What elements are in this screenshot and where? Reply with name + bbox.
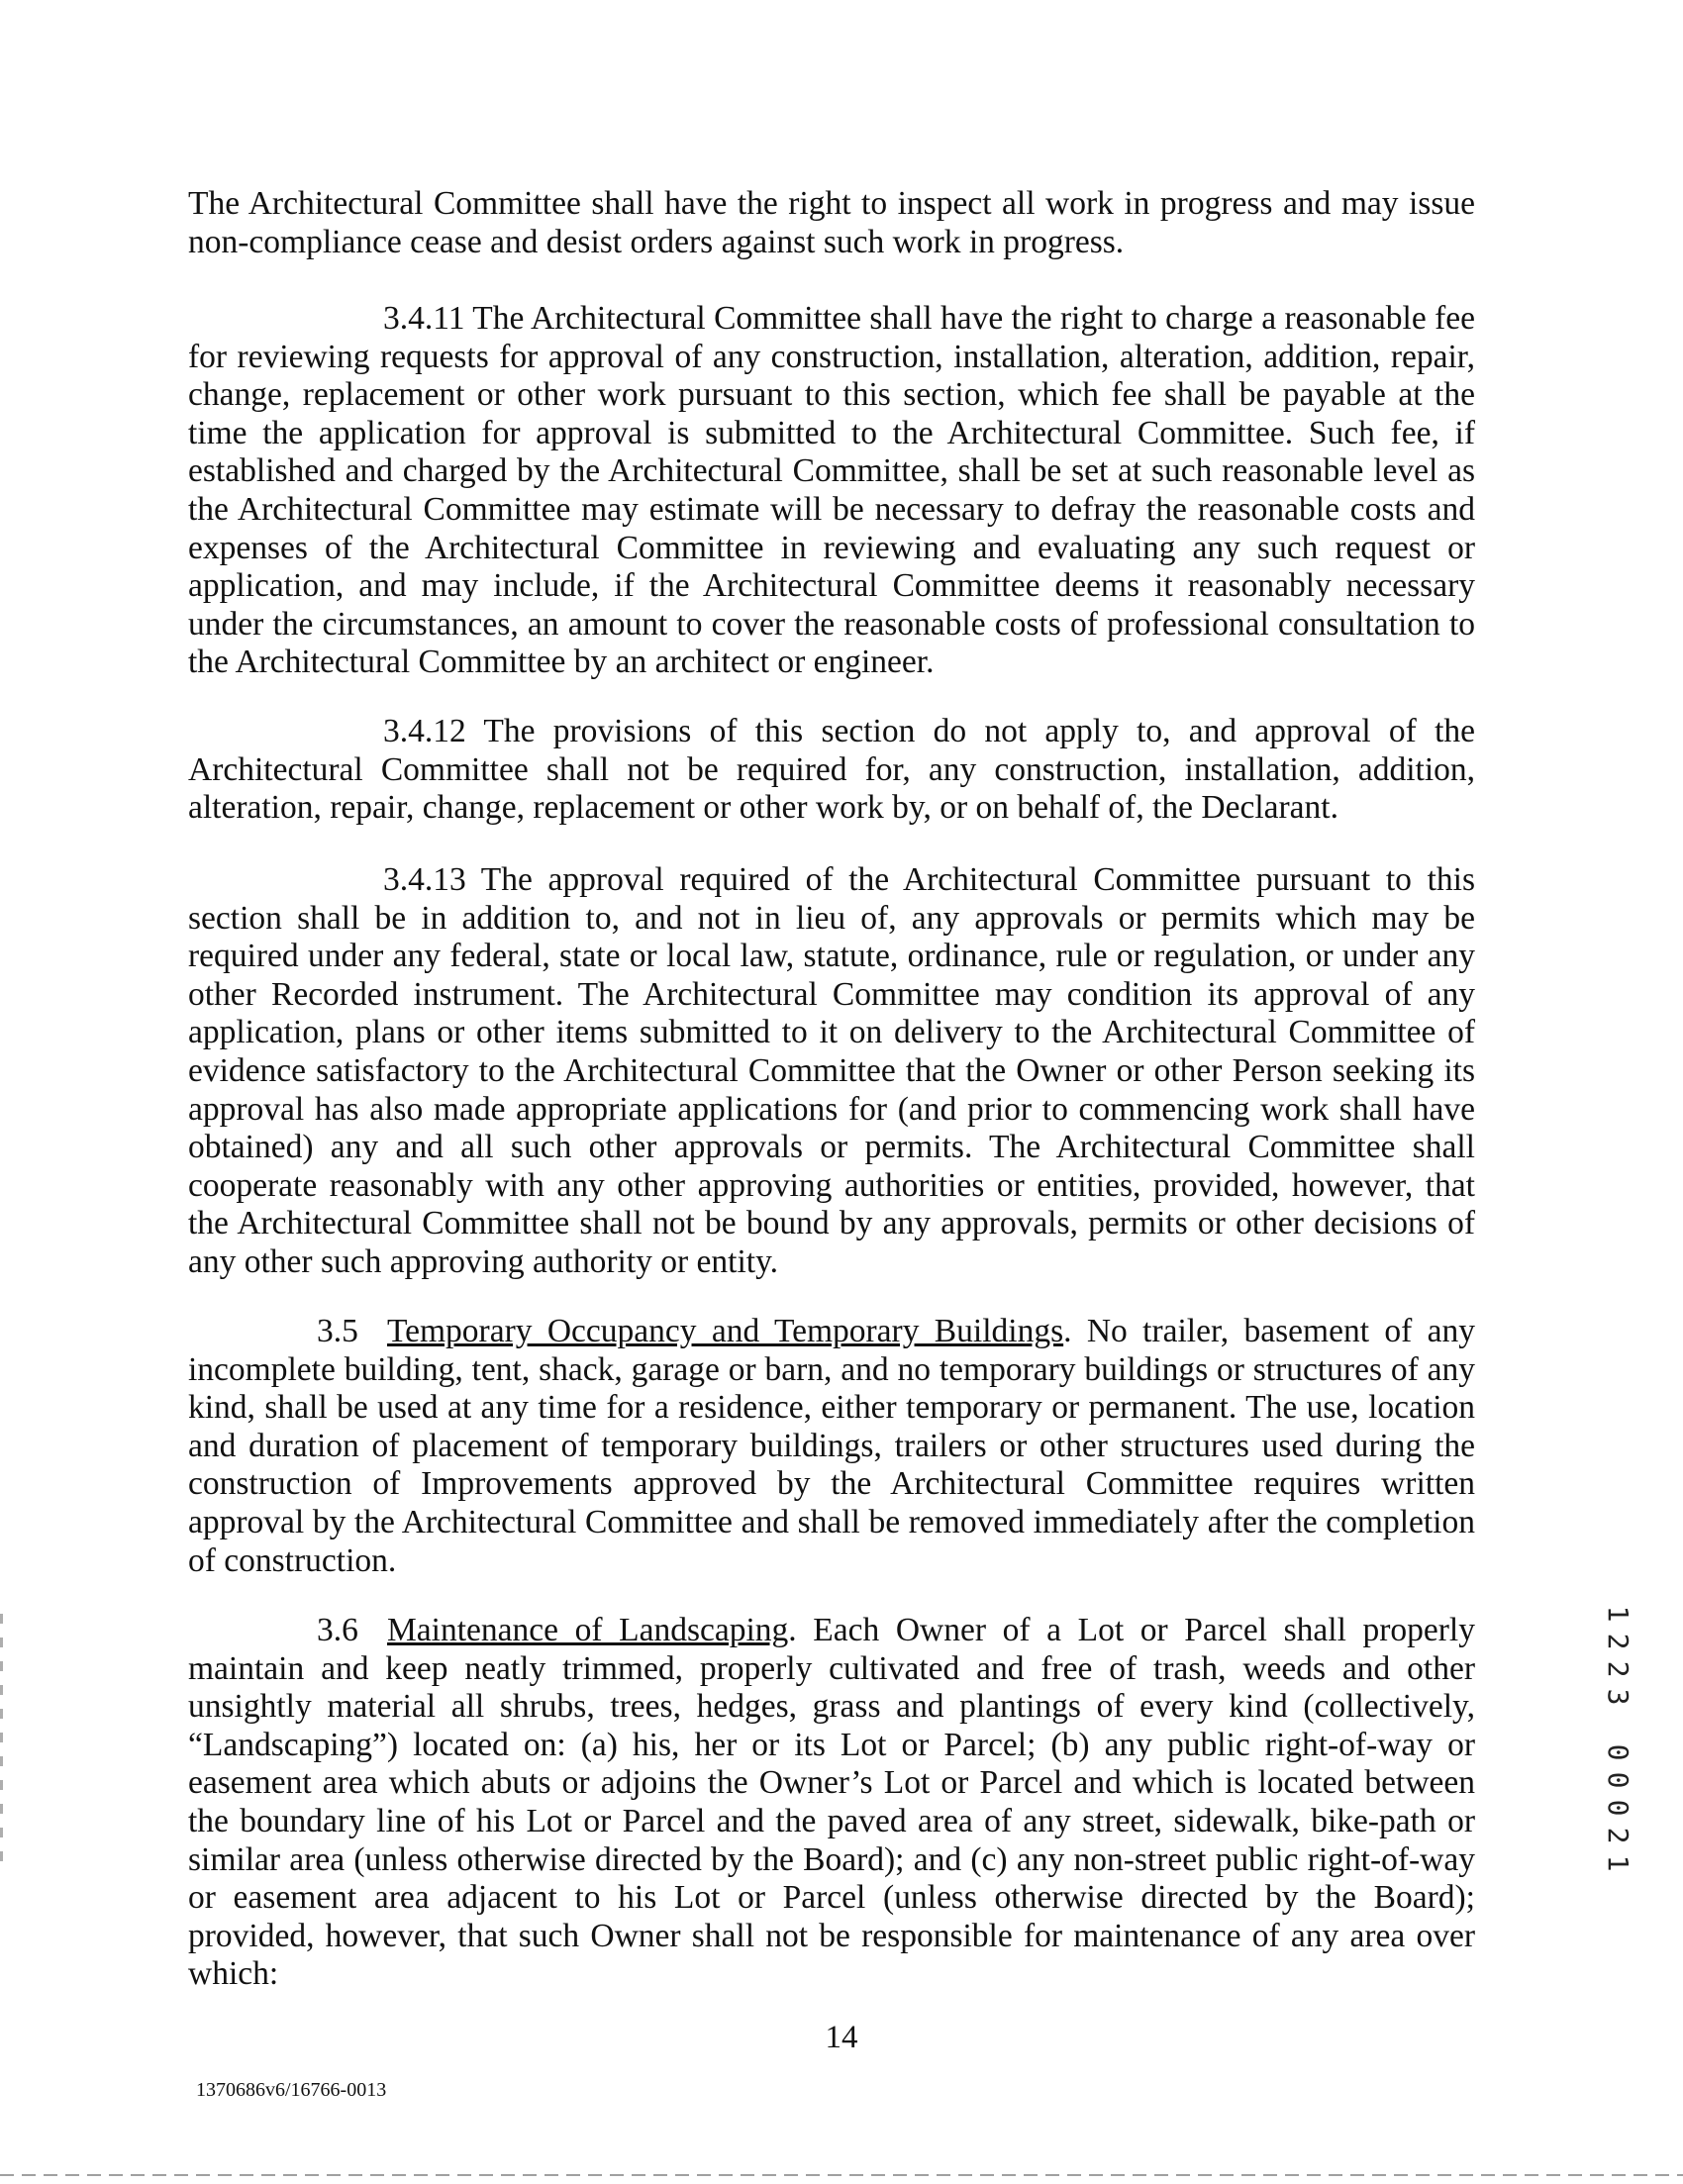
recording-digit: 0 xyxy=(1602,1799,1634,1817)
section-number: 3.5 xyxy=(317,1313,358,1349)
scan-edge-mark xyxy=(0,1614,3,1871)
section-text: . Each Owner of a Lot or Parcel shall properly maintain and keep neatly trimmed, properly cultivated and free of trash, weeds and other unsightly material all shrubs, trees, hedges, grass and plantings of every kind (collectively, “Landscaping”) located on: (a) his, her or its Lot or Parcel; (b) any public right-of-way or easement area which abuts or adjoins the Owner’s Lot or Parcel and which is located between the boundary line of his Lot or Parcel and the paved area of any street, sidewalk, bike-path or similar area (unless otherwise directed by the Board); and (c) any non-street public right-of-way or easement area adjacent to his Lot or Parcel (unless otherwise directed by the Board); provided, however, that such Owner shall not be responsible for maintenance of any area over which: xyxy=(188,1612,1475,1993)
document-id: 1370686v6/16766-0013 xyxy=(196,2079,387,2101)
recording-digit: 3 xyxy=(1602,1688,1634,1706)
section-3-5 xyxy=(188,1313,1475,1580)
section-heading: Temporary Occupancy and Temporary Buildings xyxy=(387,1313,1064,1349)
recording-digit: 2 xyxy=(1602,1660,1634,1678)
page-number: 14 xyxy=(825,2020,858,2055)
section-number: 3.6 xyxy=(317,1612,358,1648)
section-heading: Maintenance of Landscaping xyxy=(387,1612,789,1648)
recording-digit: 2 xyxy=(1602,1633,1634,1650)
recording-digit: 0 xyxy=(1602,1743,1634,1761)
recording-digit: 2 xyxy=(1602,1827,1634,1844)
paragraph-intro: The Architectural Committee shall have the right to inspect all work in progress and may issue non-compliance cease and desist orders against such work in progress. xyxy=(188,185,1475,260)
section-text: . No trailer, basement of any incomplete building, tent, shack, garage or barn, and no temporary buildings or structures of any kind, shall be used at any time for a residence, either temporary or permanent. The use, location and duration of placement of temporary buildings, trailers or other structures used during the construction of Improvements approved by the Architectural Committee requires written approval by the Architectural Committee and shall be removed immediately after the completion of construction. xyxy=(188,1313,1476,1579)
recording-digit: 1 xyxy=(1602,1605,1634,1623)
paragraph-3-4-13: 3.4.13 The approval required of the Architectural Committee pursuant to this section shall be in addition to, and not in lieu of, any approvals or permits which may be required under any federal, state or local law, statute, ordinance, rule or regulation, or under any other Recorded instrument. The Architectural Committee may condition its approval of any application, plans or other items submitted to it on delivery to the Architectural Committee of evidence satisfactory to the Architectural Committee that the Owner or other Person seeking its approval has also made appropriate applications for (and prior to commencing work shall have obtained) any and all such other approvals or permits. The Architectural Committee shall cooperate reasonably with any other approving authorities or entities, provided, however, that the Architectural Committee shall not be bound by any approvals, permits or other decisions of any other such approving authority or entity. xyxy=(188,861,1475,1280)
recording-number-stamp xyxy=(1598,1600,1637,1872)
paragraph-3-4-12: 3.4.12 The provisions of this section do not apply to, and approval of the Architectural Committee shall not be required for, any construction, installation, addition, alteration, repair, change, replacement or other work by, or on behalf of, the Declarant. xyxy=(188,713,1475,827)
paragraph-3-4-11: 3.4.11 The Architectural Committee shall have the right to charge a reasonable fee for reviewing requests for approval of any construction, installation, alteration, addition, repair, change, replacement or other work pursuant to this section, which fee shall be payable at the time the application for approval is submitted to the Architectural Committee. Such fee, if established and charged by the Architectural Committee, shall be set at such reasonable level as the Architectural Committee may estimate will be necessary to defray the reasonable costs and expenses of the Architectural Committee in reviewing and evaluating any such request or application, and may include, if the Architectural Committee deems it reasonably necessary under the circumstances, an amount to cover the reasonable costs of professional consultation to the Architectural Committee by an architect or engineer. xyxy=(188,300,1475,681)
recording-digit: 1 xyxy=(1602,1854,1634,1872)
recording-digit: 0 xyxy=(1602,1771,1634,1789)
section-3-6 xyxy=(188,1612,1475,1994)
scan-bottom-edge xyxy=(0,2174,1683,2176)
